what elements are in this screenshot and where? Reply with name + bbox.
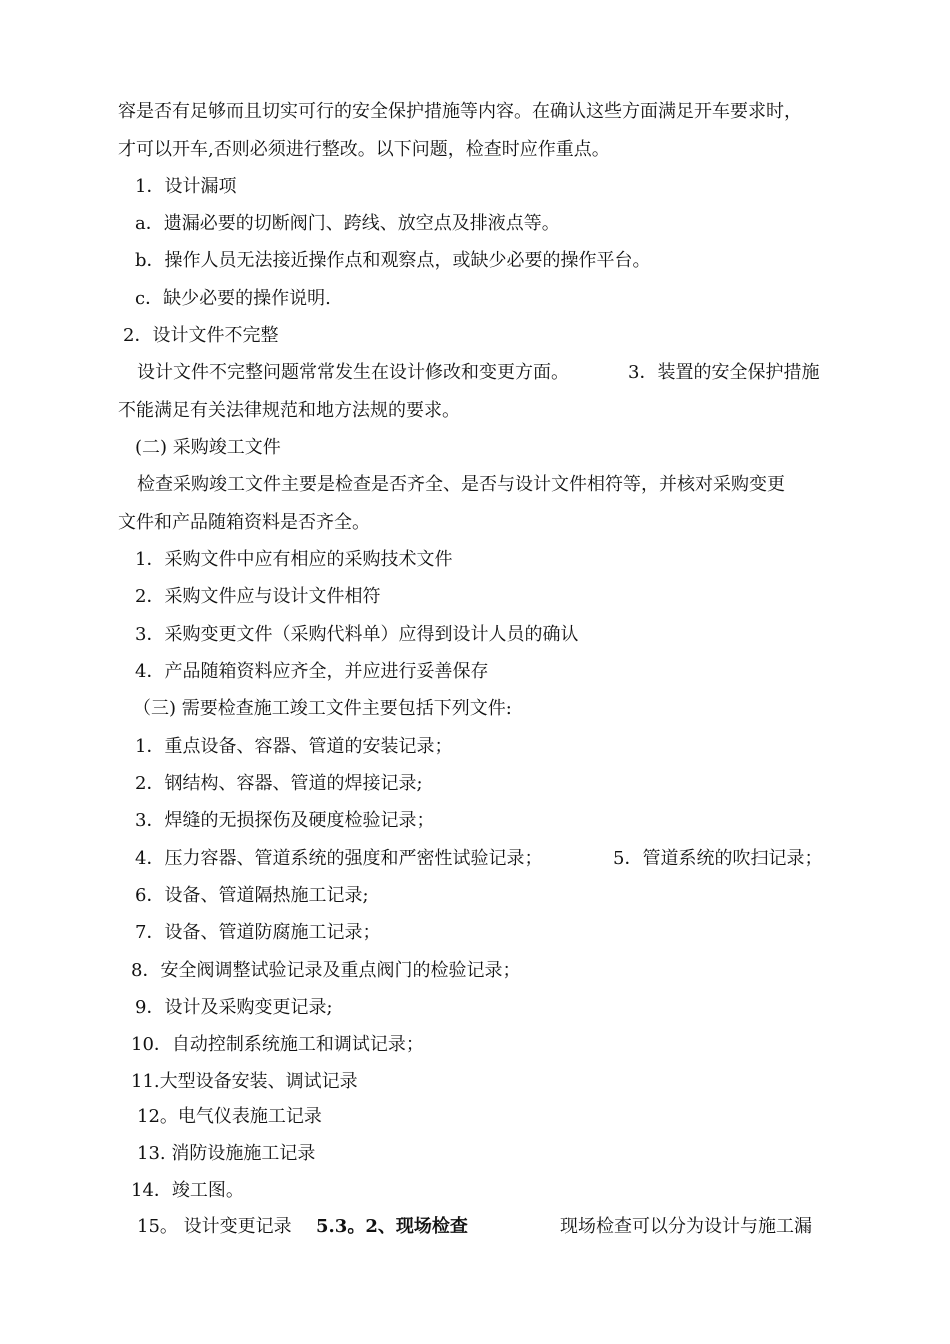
list-item: 11.大型设备安装、调试记录 [131, 1071, 358, 1092]
list-item: 6．设备、管道隔热施工记录; [135, 885, 369, 906]
list-item: 1．重点设备、容器、管道的安装记录； [135, 736, 453, 757]
list-item: 5．管道系统的吹扫记录； [613, 848, 823, 869]
paragraph-line: 文件和产品随箱资料是否齐全。 [118, 512, 370, 533]
list-item: 3．采购变更文件（采购代料单）应得到设计人员的确认 [135, 624, 579, 645]
section-heading-bold: 5.3。2、现场检查 [316, 1216, 468, 1237]
list-item: 14．竣工图。 [131, 1180, 244, 1201]
list-item: 7．设备、管道防腐施工记录； [135, 922, 381, 943]
list-item: 3．焊缝的无损探伤及硬度检验记录； [135, 810, 435, 831]
paragraph-line: 不能满足有关法律规范和地方法规的要求。 [118, 400, 460, 421]
list-item: 2．设计文件不完整 [123, 325, 279, 346]
section-heading: （三) 需要检查施工竣工文件主要包括下列文件: [133, 698, 512, 719]
list-item: c．缺少必要的操作说明. [135, 288, 331, 309]
paragraph-line: 才可以开车,否则必须进行整改。以下问题，检查时应作重点。 [118, 139, 610, 160]
list-item: 1．采购文件中应有相应的采购技术文件 [135, 549, 453, 570]
paragraph-line: 现场检查可以分为设计与施工漏 [560, 1216, 812, 1237]
list-item: 15。 设计变更记录 [137, 1216, 292, 1237]
list-item: 10．自动控制系统施工和调试记录； [131, 1034, 424, 1055]
paragraph-line: 容是否有足够而且切实可行的安全保护措施等内容。在确认这些方面满足开车要求时， [118, 101, 802, 122]
section-heading: (二) 采购竣工文件 [135, 437, 281, 458]
list-item: b．操作人员无法接近操作点和观察点，或缺少必要的操作平台。 [135, 250, 651, 271]
list-item: 9．设计及采购变更记录; [135, 997, 333, 1018]
list-item: 1．设计漏项 [135, 176, 237, 197]
list-item: 2．采购文件应与设计文件相符 [135, 586, 381, 607]
list-item: 4．压力容器、管道系统的强度和严密性试验记录； [135, 848, 543, 869]
list-item: 3．装置的安全保护措施 [628, 362, 820, 383]
list-item: a．遗漏必要的切断阀门、跨线、放空点及排液点等。 [135, 213, 560, 234]
list-item: 8．安全阀调整试验记录及重点阀门的检验记录； [131, 960, 521, 981]
list-item: 12。电气仪表施工记录 [137, 1106, 322, 1127]
paragraph-line: 检查采购竣工文件主要是检查是否齐全、是否与设计文件相符等，并核对采购变更 [137, 474, 785, 495]
paragraph-line: 设计文件不完整问题常常发生在设计修改和变更方面。 [137, 362, 569, 383]
list-item: 4．产品随箱资料应齐全，并应进行妥善保存 [135, 661, 489, 682]
list-item: 2．钢结构、容器、管道的焊接记录; [135, 773, 423, 794]
list-item: 13. 消防设施施工记录 [137, 1143, 316, 1164]
